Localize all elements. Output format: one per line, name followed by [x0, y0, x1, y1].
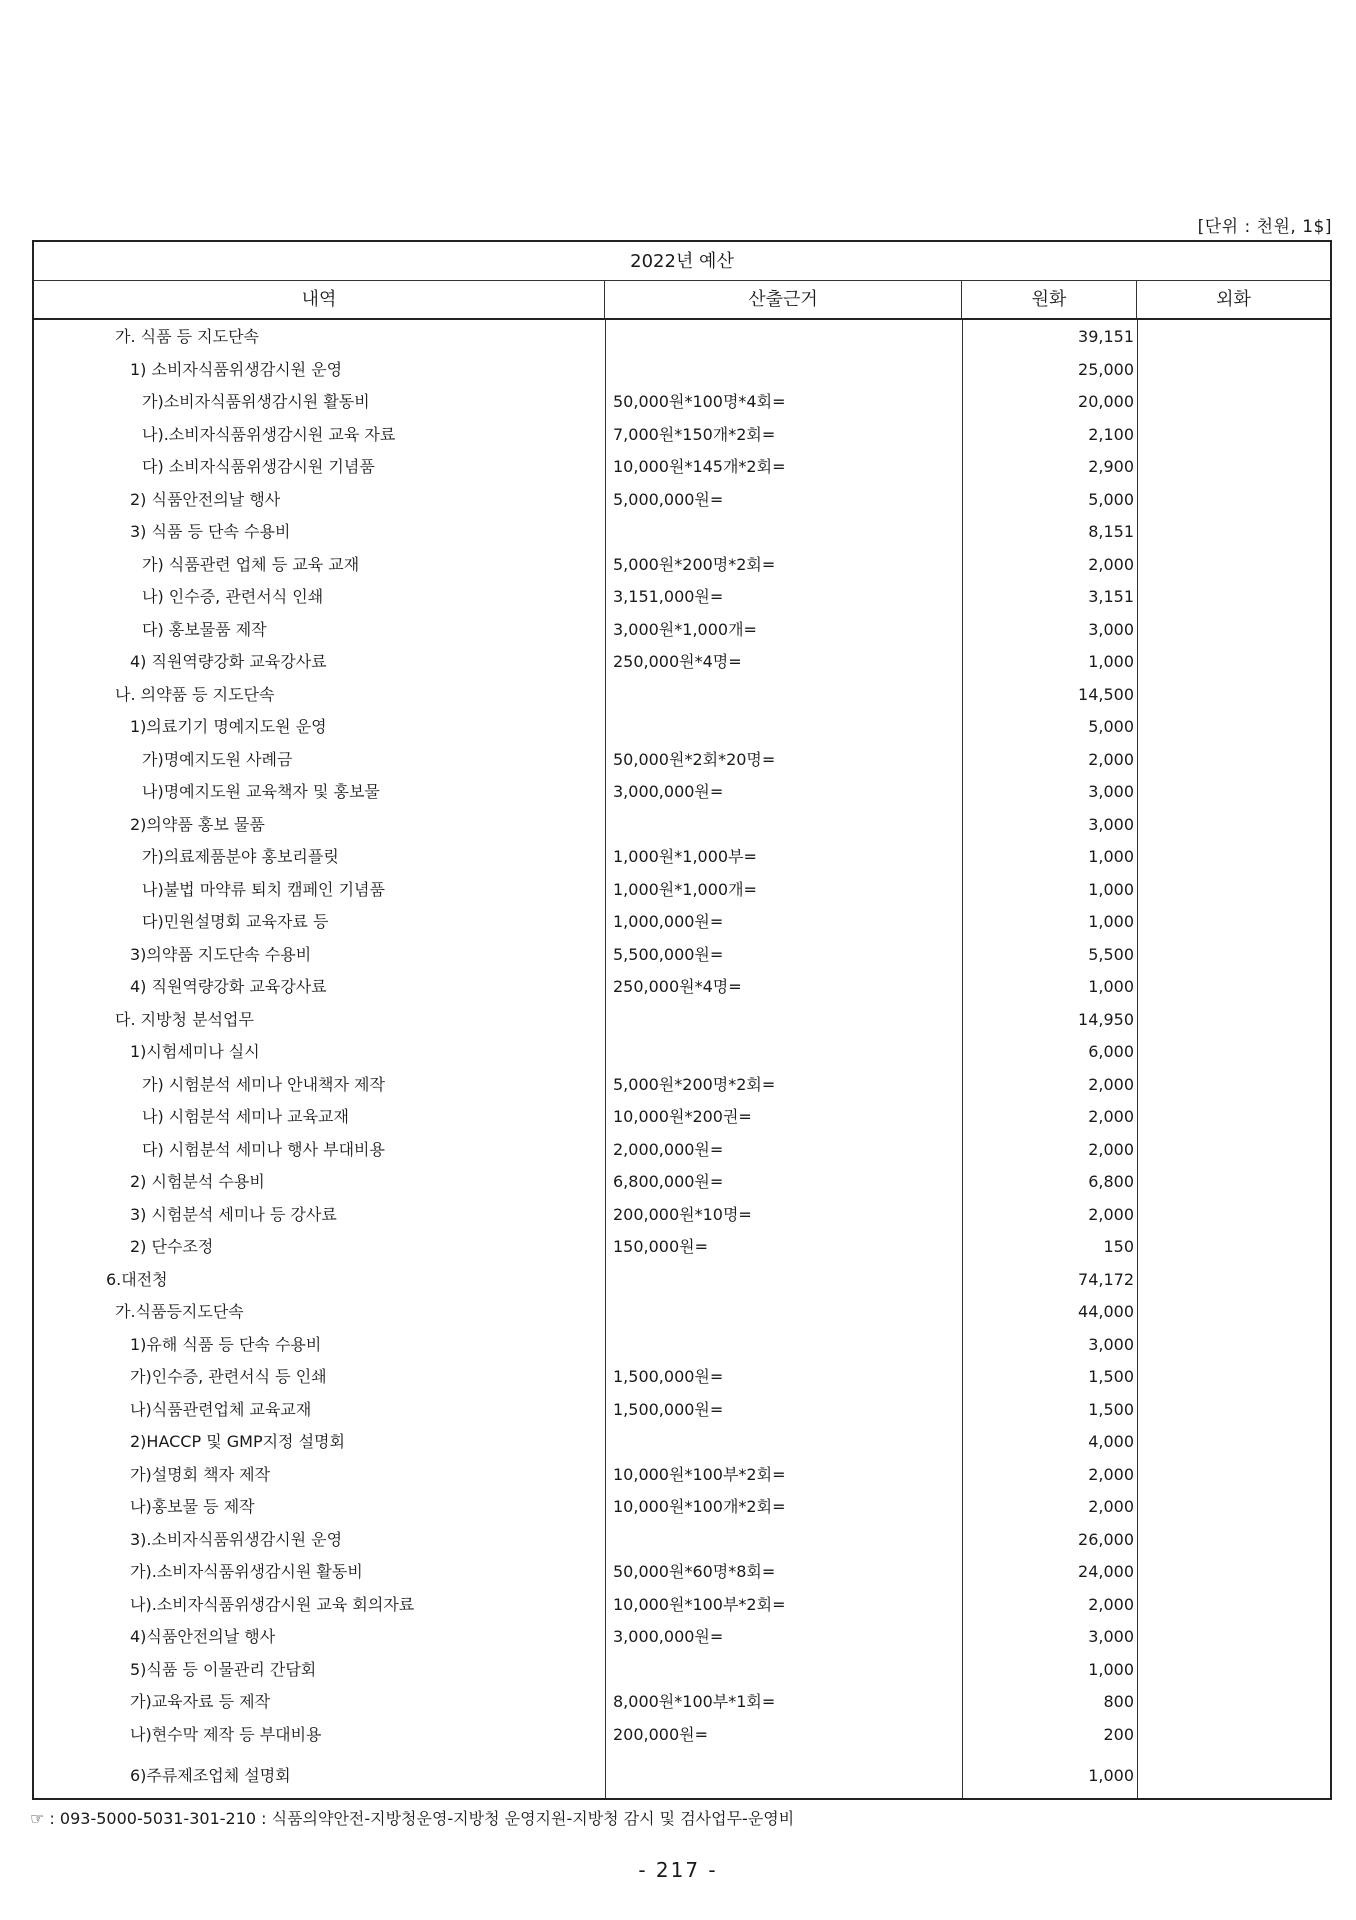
table-row: [34, 1589, 1330, 1622]
table-header-row: [34, 281, 1330, 320]
row-calculation-basis: 5,000원*200명*2회=: [613, 1074, 776, 1094]
row-foreign-amount: [1137, 841, 1330, 874]
row-krw-amount: 1,000: [1088, 1659, 1134, 1679]
page-number: - 217 -: [638, 1858, 718, 1882]
row-krw-amount: 2,000: [1088, 1464, 1134, 1484]
table-row: [34, 1264, 1330, 1297]
row-foreign-amount: [1137, 1556, 1330, 1589]
row-foreign-amount: [1137, 1589, 1330, 1622]
row-description: 가) 식품관련 업체 등 교육 교재: [142, 554, 360, 574]
table-row: [34, 549, 1330, 582]
row-foreign-amount: [1137, 581, 1330, 614]
row-calculation-basis: 150,000원=: [613, 1237, 709, 1256]
row-foreign-amount: [1137, 1719, 1330, 1752]
row-foreign-amount: [1137, 1426, 1330, 1459]
row-description: 2)HACCP 및 GMP지정 설명회: [130, 1432, 345, 1451]
row-foreign-amount: [1137, 1491, 1330, 1524]
row-description: 4)식품안전의날 행사: [130, 1627, 276, 1646]
row-foreign-amount: [1137, 1199, 1330, 1232]
row-krw-amount: 2,000: [1088, 1497, 1134, 1516]
row-foreign-amount: [1137, 1459, 1330, 1492]
row-calculation-basis: 5,000,000원=: [613, 489, 724, 509]
row-krw-amount: 2,000: [1088, 749, 1134, 769]
header-description: 내역: [34, 281, 605, 318]
row-calculation-basis: 50,000원*60명*8회=: [613, 1562, 776, 1581]
row-description: 다) 시험분석 세미나 행사 부대비용: [142, 1139, 385, 1159]
table-row: [34, 711, 1330, 744]
row-krw-amount: 150: [1103, 1237, 1134, 1256]
table-row: [34, 646, 1330, 679]
row-foreign-amount: [1137, 321, 1330, 354]
row-krw-amount: 3,000: [1088, 814, 1134, 834]
row-description: 가)의료제품분야 홍보리플릿: [142, 847, 339, 866]
row-krw-amount: 1,000: [1088, 652, 1134, 671]
row-description: 다) 홍보물품 제작: [142, 619, 267, 639]
table-row: [34, 744, 1330, 777]
unit-label: [단위 : 천원, 1$]: [1197, 217, 1332, 237]
table-row: [34, 841, 1330, 874]
table-row: [34, 939, 1330, 972]
row-description: 다)민원설명회 교육자료 등: [142, 912, 329, 931]
row-description: 가)설명회 책자 제작: [130, 1464, 271, 1484]
row-description: 가. 식품 등 지도단속: [115, 327, 259, 346]
table-row: [34, 1134, 1330, 1167]
row-description: 나)현수막 제작 등 부대비용: [130, 1724, 322, 1744]
table-row: [34, 321, 1330, 354]
row-foreign-amount: [1137, 1166, 1330, 1199]
row-foreign-amount: [1137, 1069, 1330, 1102]
row-krw-amount: 6,000: [1088, 1042, 1134, 1061]
row-description: 나)홍보물 등 제작: [130, 1497, 255, 1516]
table-row: [34, 1621, 1330, 1654]
row-description: 1)유해 식품 등 단속 수용비: [130, 1334, 322, 1354]
row-krw-amount: 2,900: [1088, 457, 1134, 476]
row-description: 3) 시험분석 세미나 등 강사료: [130, 1204, 337, 1224]
table-row: [34, 1036, 1330, 1069]
row-description: 6.대전청: [106, 1269, 168, 1289]
table-row: [34, 1426, 1330, 1459]
table-row: [34, 1491, 1330, 1524]
row-krw-amount: 2,000: [1088, 1107, 1134, 1126]
table-row: [34, 484, 1330, 517]
table-row: [34, 386, 1330, 419]
table-row: [34, 451, 1330, 484]
row-description: 다. 지방청 분석업무: [115, 1009, 254, 1029]
row-foreign-amount: [1137, 1686, 1330, 1719]
row-description: 3)의약품 지도단속 수용비: [130, 944, 312, 964]
row-krw-amount: 14,950: [1078, 1009, 1134, 1029]
row-foreign-amount: [1137, 679, 1330, 712]
row-foreign-amount: [1137, 711, 1330, 744]
row-description: 나)식품관련업체 교육교재: [130, 1399, 312, 1419]
row-calculation-basis: 3,151,000원=: [613, 587, 724, 606]
row-krw-amount: 3,000: [1088, 619, 1134, 639]
row-krw-amount: 3,000: [1088, 1627, 1134, 1646]
row-calculation-basis: 3,000원*1,000개=: [613, 619, 757, 639]
row-description: 1)의료기기 명예지도원 운영: [130, 717, 327, 736]
row-krw-amount: 5,000: [1088, 717, 1134, 736]
row-calculation-basis: 1,000원*1,000개=: [613, 879, 757, 899]
row-calculation-basis: 10,000원*200권=: [613, 1107, 752, 1126]
row-foreign-amount: [1137, 1134, 1330, 1167]
row-calculation-basis: 10,000원*145개*2회=: [613, 457, 786, 476]
row-calculation-basis: 5,000원*200명*2회=: [613, 554, 776, 574]
row-foreign-amount: [1137, 1101, 1330, 1134]
row-foreign-amount: [1137, 939, 1330, 972]
row-description: 나) 시험분석 세미나 교육교재: [142, 1107, 349, 1126]
row-calculation-basis: 5,500,000원=: [613, 944, 724, 964]
row-foreign-amount: [1137, 451, 1330, 484]
row-krw-amount: 1,000: [1088, 879, 1134, 899]
row-krw-amount: 6,800: [1088, 1172, 1134, 1191]
row-krw-amount: 2,000: [1088, 1204, 1134, 1224]
row-calculation-basis: 200,000원=: [613, 1724, 709, 1744]
row-calculation-basis: 200,000원*10명=: [613, 1204, 752, 1224]
row-calculation-basis: [605, 711, 962, 744]
row-krw-amount: 1,000: [1088, 977, 1134, 996]
table-row: [34, 1329, 1330, 1362]
table-row: [34, 1654, 1330, 1687]
row-description: 2) 시험분석 수용비: [130, 1172, 265, 1191]
row-description: 6)주류제조업체 설명회: [130, 1766, 291, 1785]
row-krw-amount: 26,000: [1078, 1529, 1134, 1549]
row-foreign-amount: [1137, 1296, 1330, 1329]
row-description: 가.식품등지도단속: [115, 1302, 244, 1321]
table-row: [34, 971, 1330, 1004]
table-row: [34, 1166, 1330, 1199]
row-foreign-amount: [1137, 386, 1330, 419]
row-calculation-basis: 50,000원*100명*4회=: [613, 392, 786, 411]
row-calculation-basis: [605, 1004, 962, 1037]
row-description: 가)인수증, 관련서식 등 인쇄: [130, 1367, 327, 1386]
row-calculation-basis: 50,000원*2회*20명=: [613, 749, 776, 769]
row-foreign-amount: [1137, 1036, 1330, 1069]
row-calculation-basis: 2,000,000원=: [613, 1139, 724, 1159]
row-foreign-amount: [1137, 776, 1330, 809]
row-foreign-amount: [1137, 1231, 1330, 1264]
table-row: [34, 1524, 1330, 1557]
row-calculation-basis: [605, 679, 962, 712]
row-foreign-amount: [1137, 809, 1330, 842]
row-description: 나).소비자식품위생감시원 교육 자료: [142, 424, 396, 444]
row-foreign-amount: [1137, 1264, 1330, 1297]
table-rows: [34, 321, 1330, 1800]
header-foreign-currency: 외화: [1216, 289, 1251, 310]
table-row: [34, 906, 1330, 939]
row-calculation-basis: 250,000원*4명=: [613, 652, 742, 671]
row-description: 가) 시험분석 세미나 안내책자 제작: [142, 1074, 385, 1094]
row-calculation-basis: 1,000,000원=: [613, 912, 724, 931]
row-foreign-amount: [1137, 614, 1330, 647]
row-description: 3) 식품 등 단속 수용비: [130, 522, 291, 541]
table-row: [34, 1101, 1330, 1134]
row-calculation-basis: [605, 516, 962, 549]
table-row: [34, 1069, 1330, 1102]
table-row: [34, 1296, 1330, 1329]
row-krw-amount: 2,000: [1088, 1594, 1134, 1614]
row-krw-amount: 25,000: [1078, 359, 1134, 379]
row-description: 가)소비자식품위생감시원 활동비: [142, 392, 370, 411]
row-krw-amount: 200: [1103, 1724, 1134, 1744]
row-description: 4) 직원역량강화 교육강사료: [130, 652, 327, 671]
row-krw-amount: 2,000: [1088, 1074, 1134, 1094]
table-row: [34, 1199, 1330, 1232]
table-row: [34, 1231, 1330, 1264]
row-description: 나) 인수증, 관련서식 인쇄: [142, 587, 324, 606]
table-row: [34, 354, 1330, 387]
row-foreign-amount: [1137, 516, 1330, 549]
row-description: 가)교육자료 등 제작: [130, 1692, 271, 1711]
row-krw-amount: 1,000: [1088, 847, 1134, 866]
table-row: [34, 1361, 1330, 1394]
row-krw-amount: 2,100: [1088, 424, 1134, 444]
table-row: [34, 1556, 1330, 1589]
row-calculation-basis: 10,000원*100부*2회=: [613, 1594, 786, 1614]
table-row: [34, 1004, 1330, 1037]
table-row: [34, 1751, 1330, 1800]
row-krw-amount: 44,000: [1078, 1302, 1134, 1321]
row-foreign-amount: [1137, 419, 1330, 452]
header-krw: 원화: [962, 281, 1137, 318]
row-krw-amount: 39,151: [1078, 327, 1134, 346]
row-calculation-basis: 7,000원*150개*2회=: [613, 424, 776, 444]
row-krw-amount: 2,000: [1088, 554, 1134, 574]
row-krw-amount: 20,000: [1078, 392, 1134, 411]
row-description: 나)명예지도원 교육책자 및 홍보물: [142, 782, 380, 801]
table-row: [34, 809, 1330, 842]
table-row: [34, 679, 1330, 712]
table-row: [34, 1719, 1330, 1752]
row-description: 나).소비자식품위생감시원 교육 회의자료: [130, 1594, 415, 1614]
row-foreign-amount: [1137, 744, 1330, 777]
budget-table: [32, 240, 1332, 1800]
row-description: 1) 소비자식품위생감시원 운영: [130, 359, 343, 379]
row-krw-amount: 3,000: [1088, 782, 1134, 801]
row-calculation-basis: [605, 809, 962, 842]
row-calculation-basis: [605, 1296, 962, 1329]
row-foreign-amount: [1137, 354, 1330, 387]
row-foreign-amount: [1137, 1004, 1330, 1037]
row-calculation-basis: 1,000원*1,000부=: [613, 847, 757, 866]
row-calculation-basis: 8,000원*100부*1회=: [613, 1692, 776, 1711]
row-krw-amount: 1,000: [1088, 1766, 1134, 1785]
table-row: [34, 776, 1330, 809]
row-calculation-basis: [605, 321, 962, 354]
header-calculation-basis: 산출근거: [605, 281, 962, 318]
row-krw-amount: 3,000: [1088, 1334, 1134, 1354]
row-calculation-basis: [605, 1264, 962, 1297]
row-description: 3).소비자식품위생감시원 운영: [130, 1529, 343, 1549]
table-row: [34, 581, 1330, 614]
row-krw-amount: 24,000: [1078, 1562, 1134, 1581]
row-calculation-basis: 3,000,000원=: [613, 1627, 724, 1646]
row-calculation-basis: [605, 1329, 962, 1362]
row-krw-amount: 5,000: [1088, 489, 1134, 509]
row-foreign-amount: [1137, 1524, 1330, 1557]
row-calculation-basis: 6,800,000원=: [613, 1172, 724, 1191]
row-description: 다) 소비자식품위생감시원 기념품: [142, 457, 375, 476]
row-krw-amount: 2,000: [1088, 1139, 1134, 1159]
row-foreign-amount: [1137, 971, 1330, 1004]
row-calculation-basis: [605, 1036, 962, 1069]
row-description: 1)시험세미나 실시: [130, 1042, 260, 1061]
row-krw-amount: 14,500: [1078, 684, 1134, 704]
table-row: [34, 614, 1330, 647]
row-calculation-basis: 1,500,000원=: [613, 1367, 724, 1386]
row-krw-amount: 1,500: [1088, 1399, 1134, 1419]
row-calculation-basis: [605, 354, 962, 387]
table-row: [34, 516, 1330, 549]
row-krw-amount: 1,500: [1088, 1367, 1134, 1386]
row-calculation-basis: 1,500,000원=: [613, 1399, 724, 1419]
row-calculation-basis: 10,000원*100개*2회=: [613, 1497, 786, 1516]
row-foreign-amount: [1137, 646, 1330, 679]
row-foreign-amount: [1137, 1654, 1330, 1687]
table-row: [34, 419, 1330, 452]
row-foreign-amount: [1137, 906, 1330, 939]
row-description: 2) 단수조정: [130, 1237, 214, 1256]
footer-note: ☞ : 093-5000-5031-301-210 : 식품의약안전-지방청운영-지방청 운영지원-지방청 감시 및 검사업무-운영비: [30, 1809, 795, 1828]
row-calculation-basis: [605, 1426, 962, 1459]
table-caption: 2022년 예산: [34, 242, 1330, 281]
row-description: 2) 식품안전의날 행사: [130, 489, 281, 509]
row-description: 2)의약품 홍보 물품: [130, 814, 265, 834]
table-row: [34, 1394, 1330, 1427]
table-row: [34, 1459, 1330, 1492]
table-row: [34, 874, 1330, 907]
table-row: [34, 1686, 1330, 1719]
row-krw-amount: 3,151: [1088, 587, 1134, 606]
row-foreign-amount: [1137, 549, 1330, 582]
row-calculation-basis: 250,000원*4명=: [613, 977, 742, 996]
row-foreign-amount: [1137, 874, 1330, 907]
row-foreign-amount: [1137, 484, 1330, 517]
row-description: 나. 의약품 등 지도단속: [115, 684, 275, 704]
row-description: 5)식품 등 이물관리 간담회: [130, 1659, 317, 1679]
row-calculation-basis: [605, 1524, 962, 1557]
row-krw-amount: 74,172: [1078, 1269, 1134, 1289]
row-krw-amount: 5,500: [1088, 944, 1134, 964]
row-krw-amount: 800: [1103, 1692, 1134, 1711]
row-foreign-amount: [1137, 1394, 1330, 1427]
row-krw-amount: 8,151: [1088, 522, 1134, 541]
table-body: [34, 320, 1330, 1798]
row-description: 나)불법 마약류 퇴치 캠페인 기념품: [142, 879, 385, 899]
row-krw-amount: 1,000: [1088, 912, 1134, 931]
row-foreign-amount: [1137, 1621, 1330, 1654]
row-description: 가)명예지도원 사례금: [142, 749, 293, 769]
row-foreign-amount: [1137, 1361, 1330, 1394]
row-description: 가).소비자식품위생감시원 활동비: [130, 1562, 363, 1581]
row-krw-amount: 4,000: [1088, 1432, 1134, 1451]
row-calculation-basis: 3,000,000원=: [613, 782, 724, 801]
row-description: 4) 직원역량강화 교육강사료: [130, 977, 327, 996]
row-calculation-basis: [605, 1654, 962, 1687]
row-calculation-basis: 10,000원*100부*2회=: [613, 1464, 786, 1484]
row-foreign-amount: [1137, 1329, 1330, 1362]
